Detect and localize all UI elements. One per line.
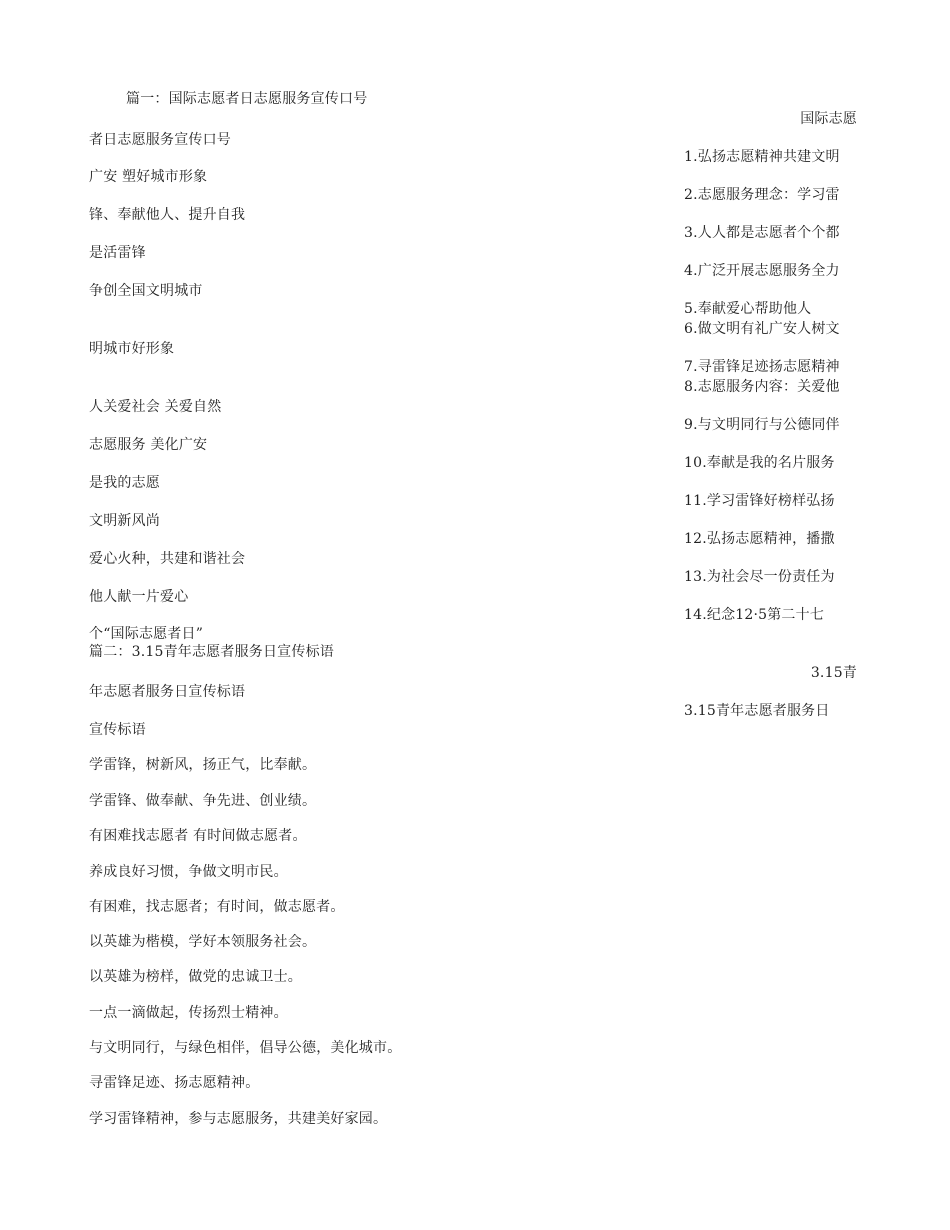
right-list-item: 10.奉献是我的名片服务	[684, 455, 835, 471]
section2-line: 有困难，找志愿者；有时间，做志愿者。	[89, 899, 345, 915]
section1-line: 是活雷锋	[89, 245, 146, 261]
section2-line: 与文明同行，与绿色相伴，倡导公德，美化城市。	[89, 1040, 402, 1056]
section1-line: 个“国际志愿者日”	[89, 626, 204, 642]
right-line: 3.15青年志愿者服务日	[684, 703, 830, 719]
right-list-item: 13.为社会尽一份责任为	[684, 569, 835, 585]
section2-line: 有困难找志愿者 有时间做志愿者。	[89, 828, 307, 844]
section1-line: 争创全国文明城市	[89, 283, 203, 299]
right-list-item: 5.奉献爱心帮助他人	[684, 301, 812, 317]
section2-line: 学雷锋，树新风，扬正气，比奉献。	[89, 757, 317, 773]
right-list-item: 4.广泛开展志愿服务全力	[684, 263, 840, 279]
right-heading: 3.15青	[810, 665, 857, 681]
section2-line: 以英雄为楷模，学好本领服务社会。	[89, 934, 317, 950]
right-list-item: 8.志愿服务内容：关爱他	[684, 379, 840, 395]
right-list-item: 6.做文明有礼广安人树文	[684, 321, 840, 337]
section2-line: 宣传标语	[89, 722, 146, 738]
section2-line: 寻雷锋足迹、扬志愿精神。	[89, 1075, 260, 1091]
right-heading: 国际志愿	[800, 111, 857, 127]
right-list-item: 1.弘扬志愿精神共建文明	[684, 149, 840, 165]
section2-line: 学习雷锋精神，参与志愿服务，共建美好家园。	[89, 1111, 388, 1127]
section1-line: 明城市好形象	[89, 341, 175, 357]
section1-title: 篇一：国际志愿者日志愿服务宣传口号	[126, 91, 368, 107]
section1-line: 志愿服务 美化广安	[89, 437, 208, 453]
section2-line: 养成良好习惯，争做文明市民。	[89, 864, 288, 880]
section1-line: 他人献一片爱心	[89, 589, 189, 605]
right-list-item: 7.寻雷锋足迹扬志愿精神	[684, 359, 840, 375]
section1-line: 锋、奉献他人、提升自我	[89, 207, 246, 223]
section2-title: 篇二：3.15青年志愿者服务日宣传标语	[89, 644, 334, 660]
section2-line: 一点一滴做起，传扬烈士精神。	[89, 1005, 288, 1021]
section2-line: 学雷锋、做奉献、争先进、创业绩。	[89, 793, 317, 809]
section2-line: 年志愿者服务日宣传标语	[89, 684, 246, 700]
right-list-item: 2.志愿服务理念：学习雷	[684, 187, 840, 203]
section1-line: 爱心火种，共建和谐社会	[89, 551, 246, 567]
section1-line: 文明新风尚	[89, 513, 160, 529]
right-list-item: 14.纪念12·5第二十七	[684, 607, 825, 623]
section1-line: 人关爱社会 关爱自然	[89, 399, 222, 415]
right-list-item: 9.与文明同行与公德同伴	[684, 417, 840, 433]
section1-line: 是我的志愿	[89, 475, 160, 491]
right-list-item: 3.人人都是志愿者个个都	[684, 225, 840, 241]
right-list-item: 12.弘扬志愿精神，播撒	[684, 531, 835, 547]
section1-line: 者日志愿服务宣传口号	[89, 132, 231, 148]
right-list-item: 11.学习雷锋好榜样弘扬	[684, 493, 835, 509]
section1-line: 广安 塑好城市形象	[89, 169, 208, 185]
section2-line: 以英雄为榜样，做党的忠诚卫士。	[89, 969, 302, 985]
